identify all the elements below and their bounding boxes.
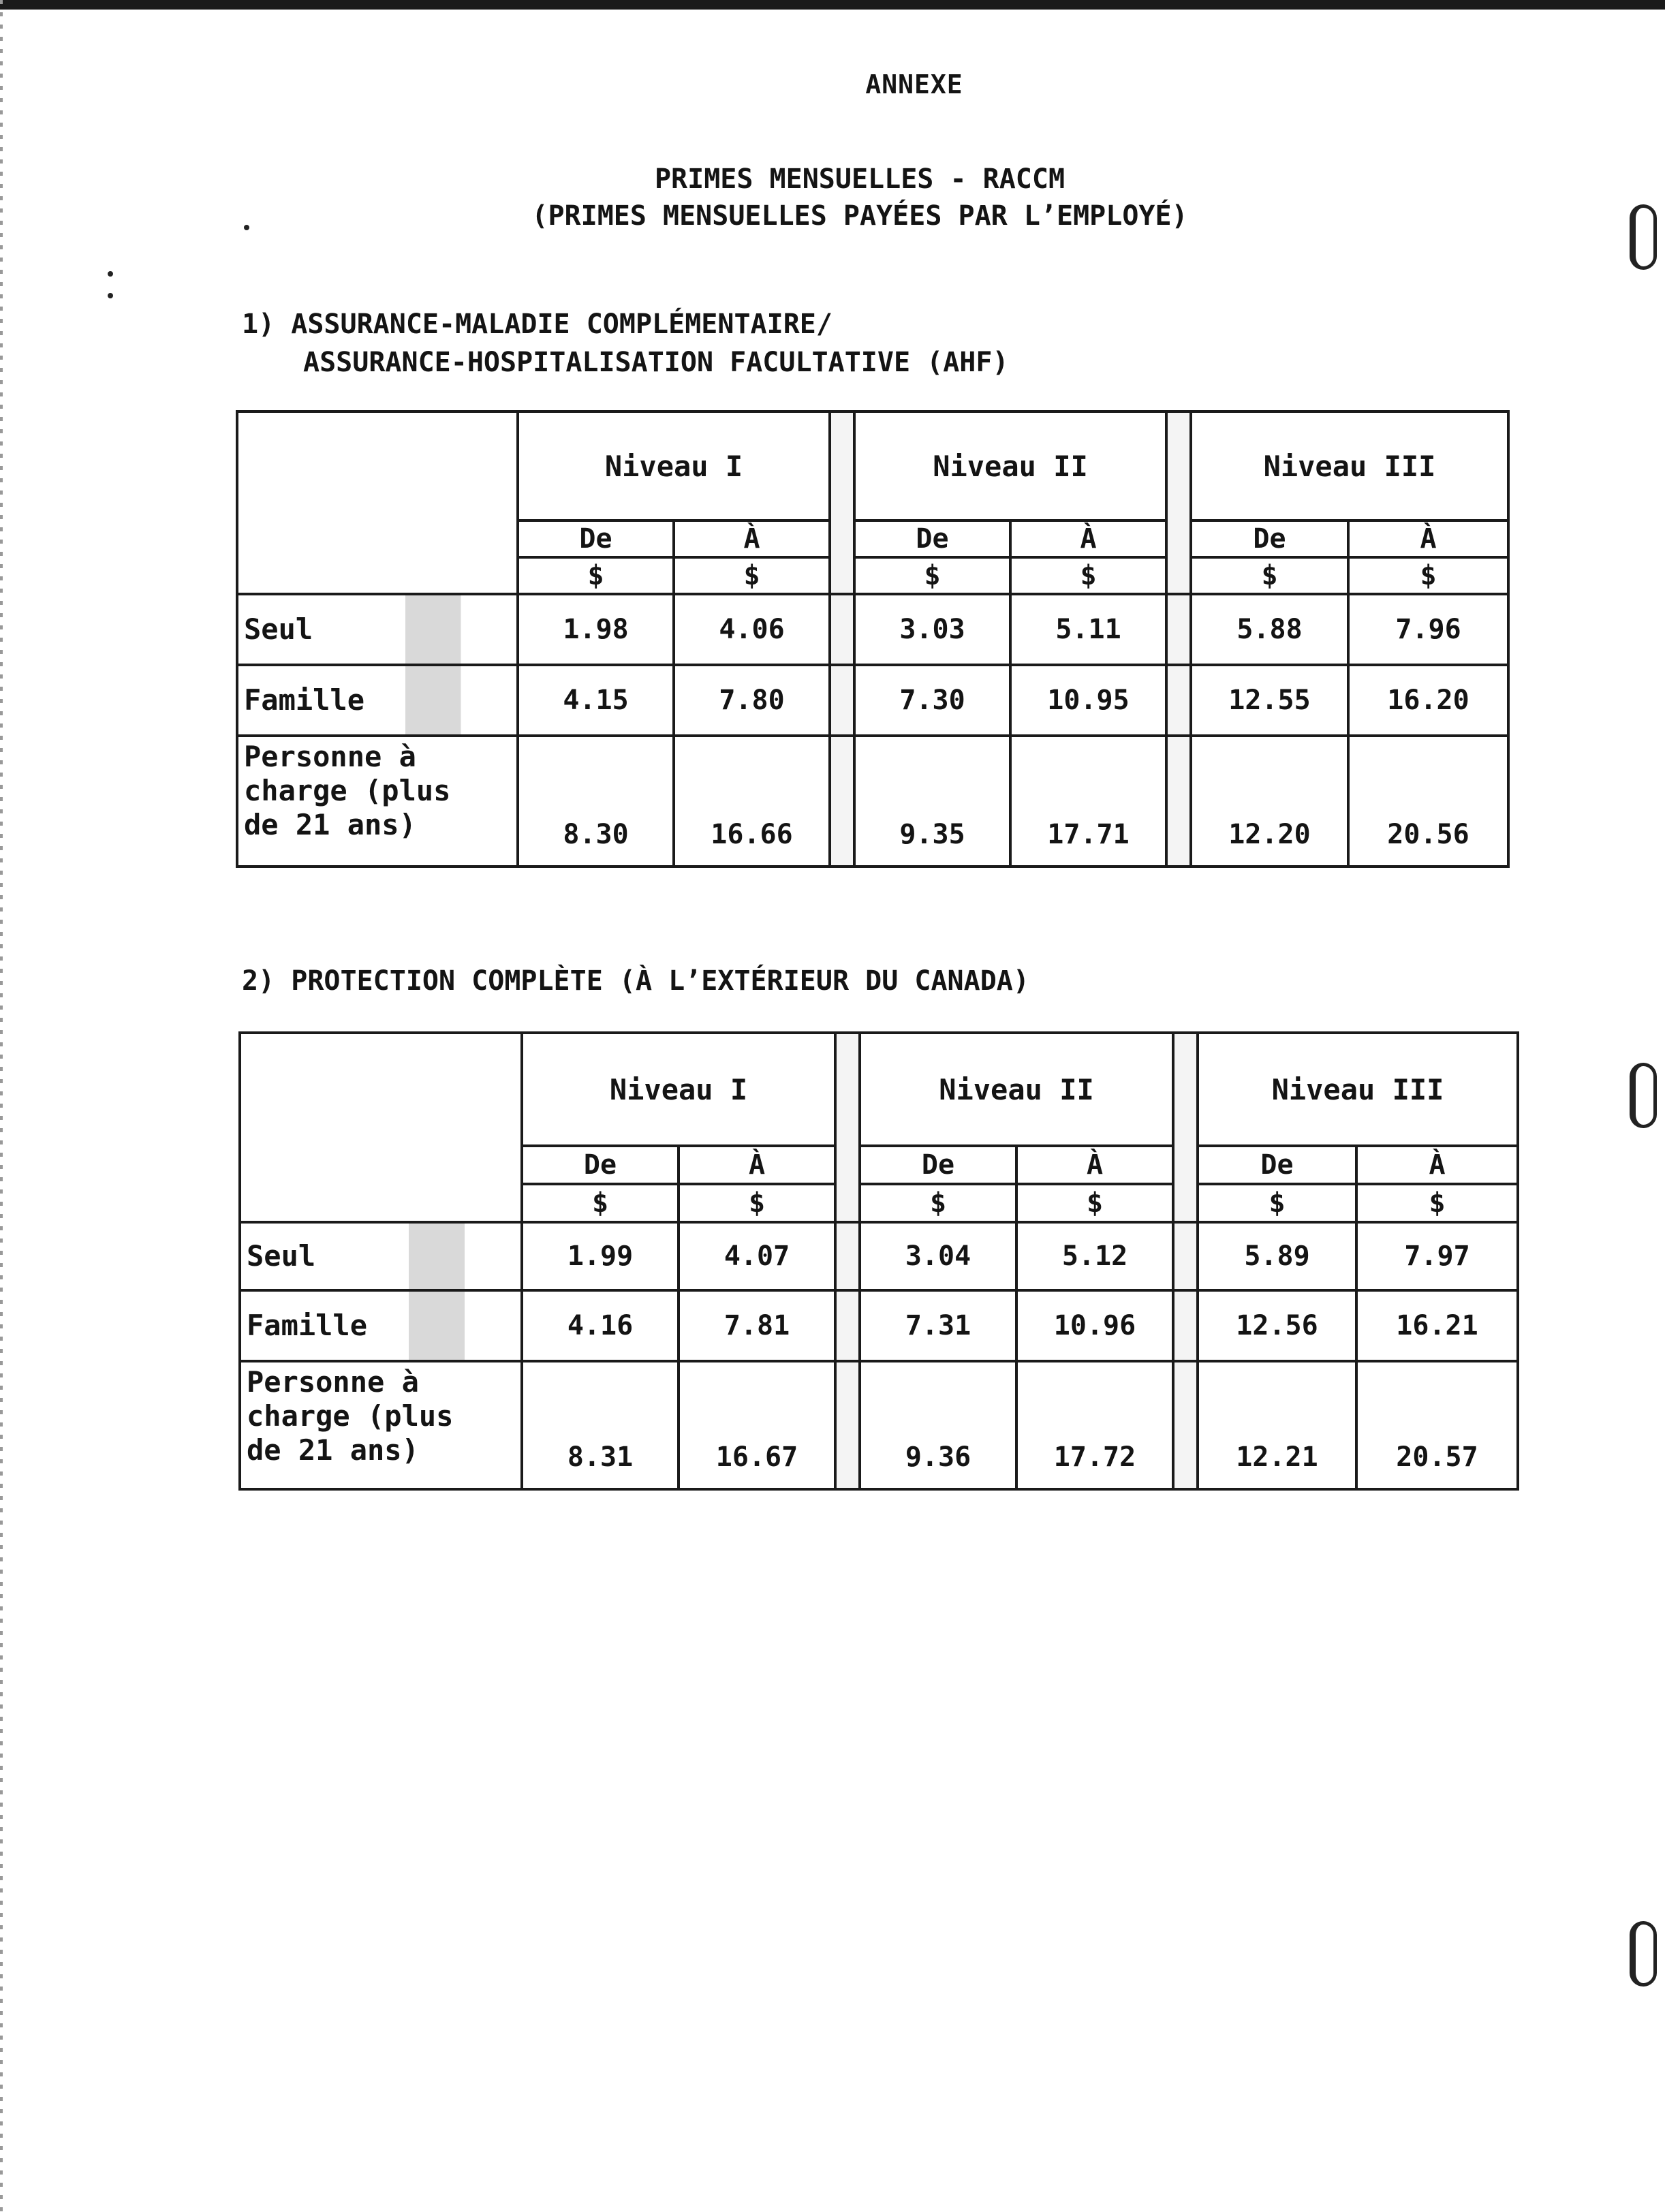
row-label-line: de 21 ans) <box>247 1433 419 1467</box>
row-label: Famille <box>238 666 519 737</box>
level-header: Niveau III <box>1192 413 1507 522</box>
value-cell: 17.72 <box>1018 1362 1174 1488</box>
table-row <box>238 737 1507 865</box>
value-cell: 1.99 <box>523 1224 680 1292</box>
currency-header: $ <box>523 1185 680 1224</box>
column-gap <box>1168 595 1192 666</box>
row-label: Seul <box>238 595 519 666</box>
column-gap <box>837 1224 861 1292</box>
table-corner-cell <box>241 1034 523 1224</box>
column-gap <box>831 737 856 865</box>
value-cell: 10.96 <box>1018 1292 1174 1362</box>
value-cell: 7.80 <box>675 666 831 737</box>
value-cell: 3.04 <box>861 1224 1018 1292</box>
row-label-line: Personne à <box>244 740 416 773</box>
value-cell: 4.07 <box>680 1224 837 1292</box>
table-corner-cell <box>238 413 519 595</box>
col-from-header: De <box>523 1147 680 1185</box>
currency-header: $ <box>1018 1185 1174 1224</box>
section-1-title-line1: 1) ASSURANCE-MALADIE COMPLÉMENTAIRE/ <box>242 309 832 340</box>
value-cell: 20.57 <box>1396 1442 1478 1473</box>
column-gap <box>1168 413 1192 595</box>
column-gap <box>1174 1034 1199 1224</box>
currency-header: $ <box>1012 559 1168 595</box>
column-gap <box>1168 737 1192 865</box>
value-cell: 7.96 <box>1350 595 1507 666</box>
value-cell: 4.15 <box>519 666 675 737</box>
level-header: Niveau I <box>523 1034 837 1147</box>
col-to-header: À <box>1350 522 1507 559</box>
value-cell: 12.20 <box>1192 737 1350 865</box>
value-cell: 5.11 <box>1012 595 1168 666</box>
table-row <box>238 595 1507 666</box>
value-cell: 8.30 <box>519 737 675 865</box>
level-header: Niveau III <box>1199 1034 1516 1147</box>
value-cell: 16.66 <box>675 737 831 865</box>
document-title: PRIMES MENSUELLES - RACCM <box>654 163 1065 195</box>
column-gap <box>837 1362 861 1488</box>
column-gap <box>1174 1362 1199 1488</box>
punch-hole-icon <box>1630 1063 1657 1128</box>
table-row <box>241 1362 1516 1488</box>
col-to-header: À <box>675 522 831 559</box>
row-label: Seul <box>241 1224 523 1292</box>
column-gap <box>1174 1224 1199 1292</box>
value-cell: 12.56 <box>1199 1292 1358 1362</box>
level-header: Niveau II <box>861 1034 1174 1147</box>
col-from-header: De <box>519 522 675 559</box>
speck <box>108 293 113 298</box>
value-cell: 8.31 <box>523 1362 680 1488</box>
row-label-line: charge (plus <box>244 774 451 807</box>
value-cell: 7.97 <box>1358 1224 1516 1292</box>
value-cell: 12.55 <box>1192 666 1350 737</box>
col-from-header: De <box>861 1147 1018 1185</box>
row-label-line: charge (plus <box>247 1399 454 1433</box>
annexe-heading: ANNEXE <box>865 69 963 99</box>
column-gap <box>831 666 856 737</box>
currency-header: $ <box>1358 1185 1516 1224</box>
table-row <box>238 666 1507 737</box>
value-cell: 9.36 <box>861 1362 1018 1488</box>
currency-header: $ <box>856 559 1012 595</box>
row-label: Famille <box>241 1292 523 1362</box>
col-from-header: De <box>1199 1147 1358 1185</box>
col-to-header: À <box>1018 1147 1174 1185</box>
value-cell: 4.06 <box>675 595 831 666</box>
value-cell: 7.81 <box>680 1292 837 1362</box>
row-label <box>241 1362 523 1488</box>
row-label <box>238 737 519 865</box>
value-cell: 4.16 <box>523 1292 680 1362</box>
speck <box>108 271 113 277</box>
value-cell: 12.21 <box>1199 1362 1358 1488</box>
currency-header: $ <box>680 1185 837 1224</box>
value-cell: 17.71 <box>1012 737 1168 865</box>
table-row <box>241 1292 1516 1362</box>
level-header: Niveau II <box>856 413 1168 522</box>
currency-header: $ <box>861 1185 1018 1224</box>
value-cell: 9.35 <box>856 737 1012 865</box>
value-cell: 5.88 <box>1192 595 1350 666</box>
column-gap <box>837 1034 861 1224</box>
value-cell: 16.21 <box>1358 1292 1516 1362</box>
col-from-header: De <box>1192 522 1350 559</box>
col-to-header: À <box>1358 1147 1516 1185</box>
currency-header: $ <box>1192 559 1350 595</box>
col-to-header: À <box>1012 522 1168 559</box>
value-cell: 7.31 <box>861 1292 1018 1362</box>
value-cell: 20.56 <box>1387 819 1469 850</box>
value-cell: 5.12 <box>1018 1224 1174 1292</box>
currency-header: $ <box>519 559 675 595</box>
column-gap <box>1168 666 1192 737</box>
premium-table-full-protection <box>238 1031 1519 1491</box>
col-from-header: De <box>856 522 1012 559</box>
value-cell: 10.95 <box>1012 666 1168 737</box>
currency-header: $ <box>1350 559 1507 595</box>
section-2-title: 2) PROTECTION COMPLÈTE (À L’EXTÉRIEUR DU CANADA) <box>242 965 1029 997</box>
col-to-header: À <box>680 1147 837 1185</box>
scan-top-edge <box>0 0 1665 10</box>
premium-table-ahf <box>236 410 1510 868</box>
row-label-line: de 21 ans) <box>244 808 416 841</box>
value-cell: 7.30 <box>856 666 1012 737</box>
value-cell: 1.98 <box>519 595 675 666</box>
scan-left-edge <box>0 0 3 2212</box>
column-gap <box>837 1292 861 1362</box>
row-label-line: Personne à <box>247 1365 419 1399</box>
column-gap <box>1174 1292 1199 1362</box>
table-row <box>241 1224 1516 1292</box>
document-subtitle: (PRIMES MENSUELLES PAYÉES PAR L’EMPLOYÉ) <box>531 200 1188 232</box>
column-gap <box>831 413 856 595</box>
value-cell: 16.20 <box>1350 666 1507 737</box>
currency-header: $ <box>1199 1185 1358 1224</box>
punch-hole-icon <box>1630 1921 1657 1987</box>
value-cell: 16.67 <box>680 1362 837 1488</box>
section-1-title <box>242 305 1009 381</box>
value-cell: 3.03 <box>856 595 1012 666</box>
value-cell: 5.89 <box>1199 1224 1358 1292</box>
currency-header: $ <box>675 559 831 595</box>
column-gap <box>831 595 856 666</box>
level-header: Niveau I <box>519 413 831 522</box>
section-1-title-line2: ASSURANCE-HOSPITALISATION FACULTATIVE (AHF) <box>303 347 1009 378</box>
